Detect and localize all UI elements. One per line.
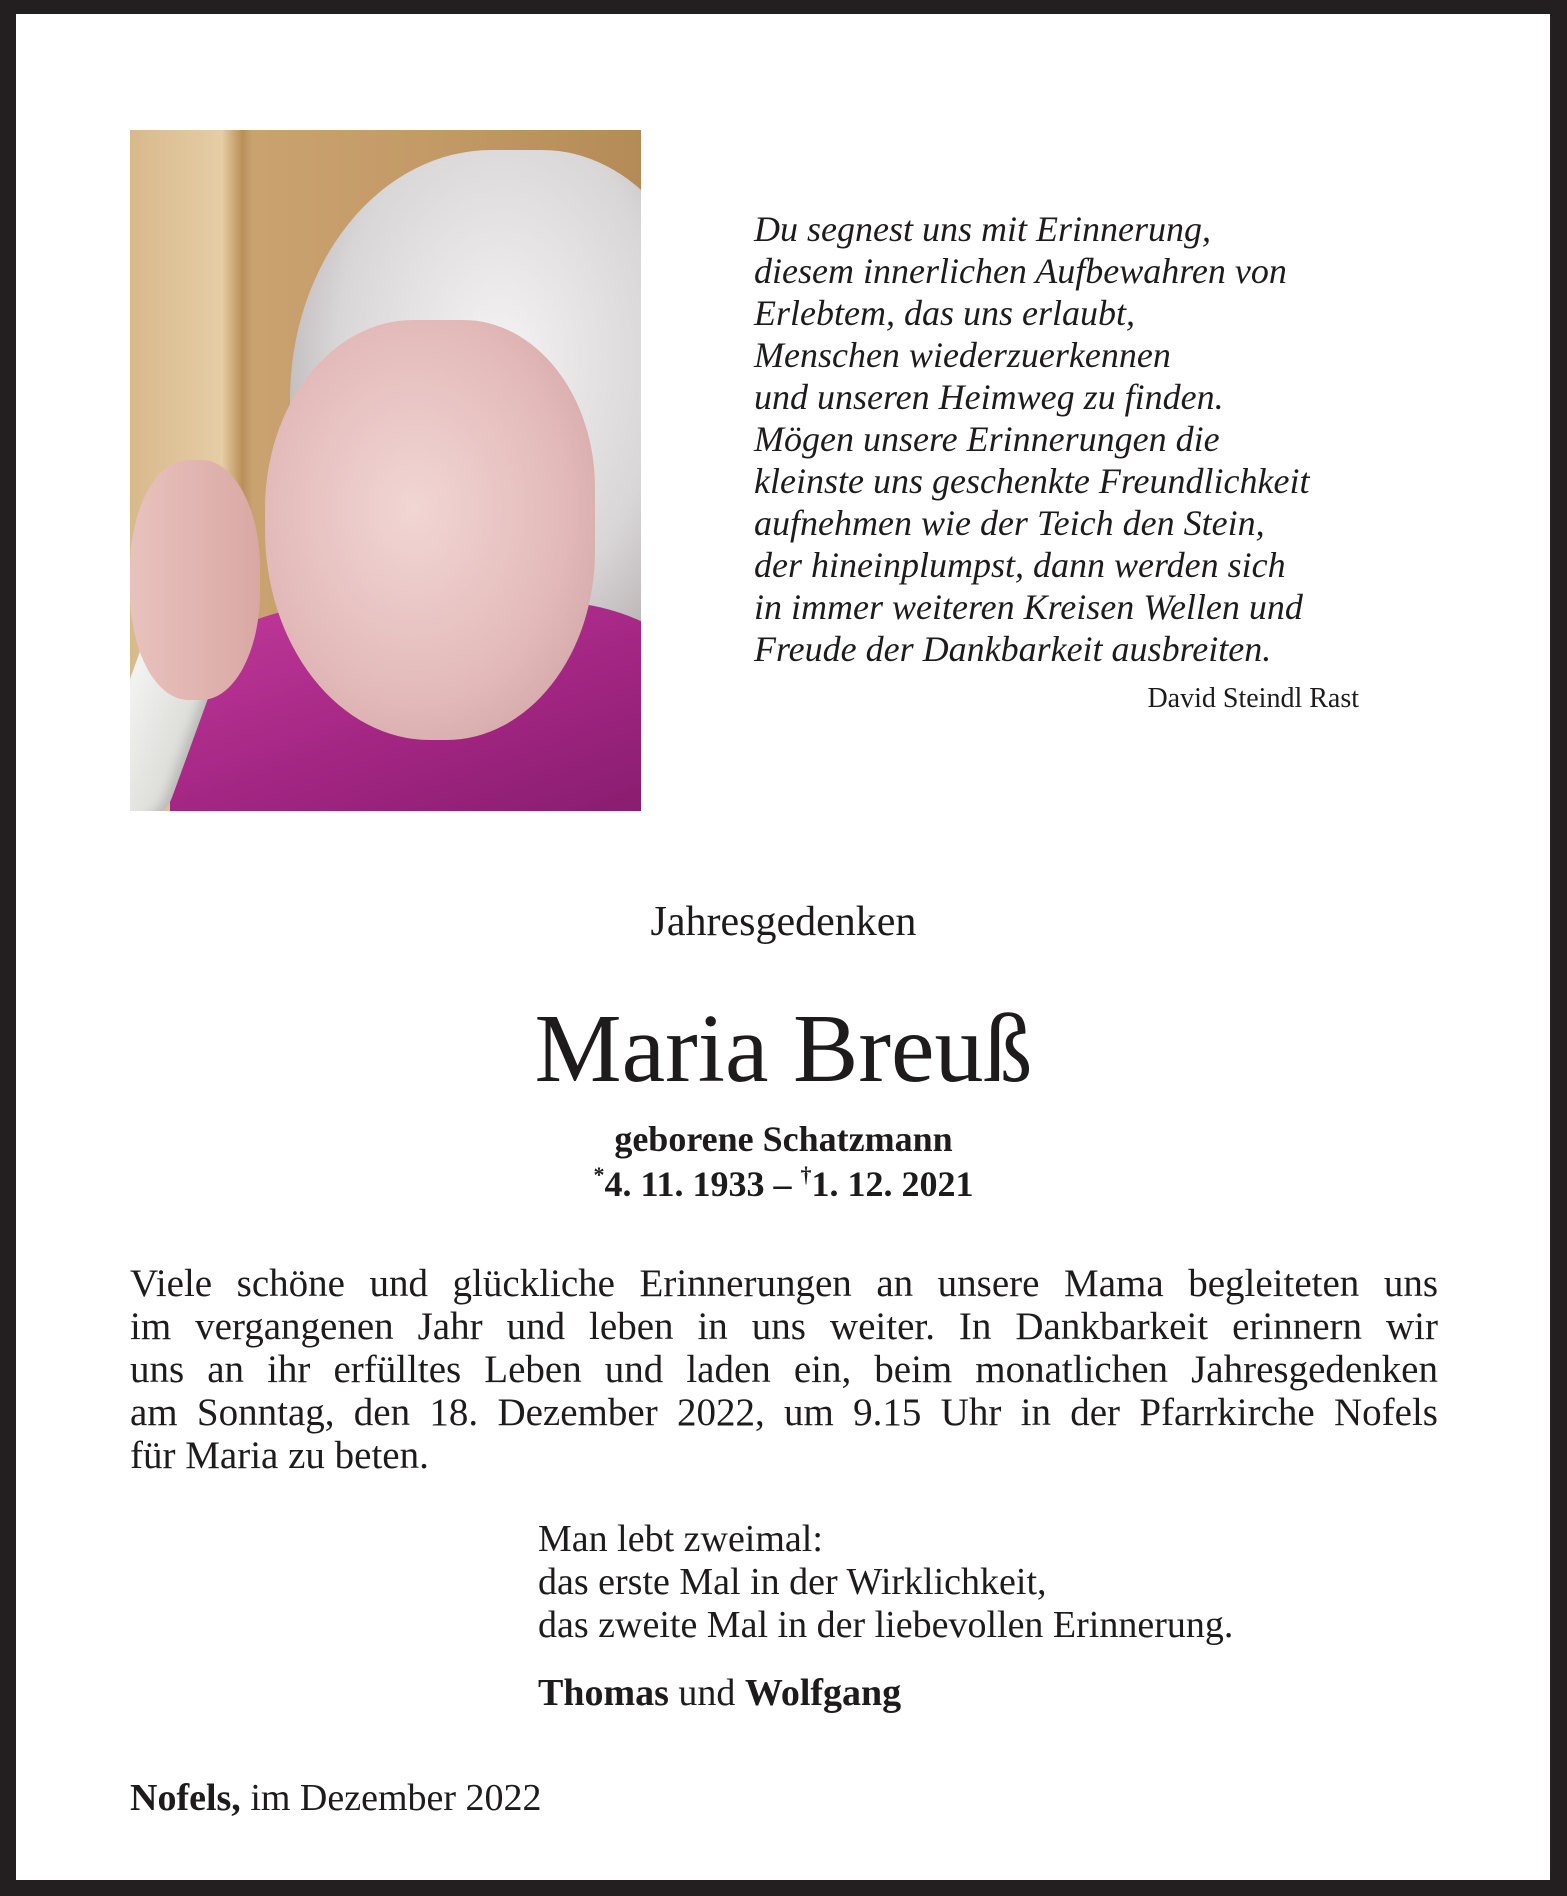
poem-line: das zweite Mal in der liebevollen Erinnerung. — [538, 1604, 1234, 1646]
death-date: 1. 12. 2021 — [811, 1164, 974, 1204]
deceased-name: Maria Breuß — [534, 995, 1033, 1103]
signature-conjunction: und — [668, 1672, 745, 1714]
signature — [538, 1671, 901, 1715]
poem-line: das erste Mal in der Wirklichkeit, — [538, 1561, 1047, 1603]
signature-name: Thomas — [538, 1672, 669, 1714]
quote-line: kleinste uns geschenkte Freundlichkeit — [754, 461, 1310, 501]
body-line: im vergangenen Jahr und leben in uns weiter. In Dankbarkeit erinnern wir — [130, 1305, 1438, 1348]
body-line: Viele schöne und glückliche Erinnerungen an unsere Mama begleiteten uns — [130, 1262, 1438, 1305]
poem-line: Man lebt zweimal: — [538, 1518, 823, 1560]
body-line: uns an ihr erfülltes Leben und laden ein, beim monatlichen Jahresgedenken — [130, 1348, 1438, 1391]
signature-name: Wolfgang — [744, 1672, 902, 1714]
quote-line: der hineinplumpst, dann werden sich — [754, 545, 1286, 585]
poem — [538, 1518, 1233, 1647]
body-text — [130, 1262, 1438, 1477]
death-symbol: † — [800, 1162, 812, 1187]
body-line: für Maria zu beten. — [130, 1434, 429, 1477]
quote-line: in immer weiteren Kreisen Wellen und — [754, 587, 1303, 627]
place-town: Nofels, — [130, 1777, 241, 1819]
place-date-text: im Dezember 2022 — [240, 1777, 542, 1819]
date-separator: – — [764, 1164, 801, 1204]
quote-line: diesem innerlichen Aufbewahren von — [754, 251, 1287, 291]
heading: Jahresgedenken — [650, 899, 917, 945]
photo-face — [265, 320, 595, 740]
portrait-photo — [130, 130, 641, 811]
body-line: am Sonntag, den 18. Dezember 2022, um 9.15 Uhr in der Pfarrkirche Nofels — [130, 1391, 1438, 1434]
quote-line: Menschen wiederzuerkennen — [754, 335, 1171, 375]
life-dates — [0, 1162, 1567, 1205]
photo-hand — [130, 460, 260, 700]
place-date — [130, 1776, 542, 1820]
quote-line: Erlebtem, das uns erlaubt, — [754, 293, 1135, 333]
quote — [754, 208, 1309, 670]
quote-author: David Steindl Rast — [1147, 683, 1359, 714]
maiden-name: geborene Schatzmann — [614, 1119, 953, 1159]
birth-symbol: * — [593, 1162, 605, 1187]
quote-line: Freude der Dankbarkeit ausbreiten. — [754, 629, 1272, 669]
quote-line: Mögen unsere Erinnerungen die — [754, 419, 1220, 459]
birth-date: 4. 11. 1933 — [604, 1164, 765, 1204]
quote-line: und unseren Heimweg zu finden. — [754, 377, 1224, 417]
quote-line: aufnehmen wie der Teich den Stein, — [754, 503, 1265, 543]
quote-line: Du segnest uns mit Erinnerung, — [754, 209, 1211, 249]
